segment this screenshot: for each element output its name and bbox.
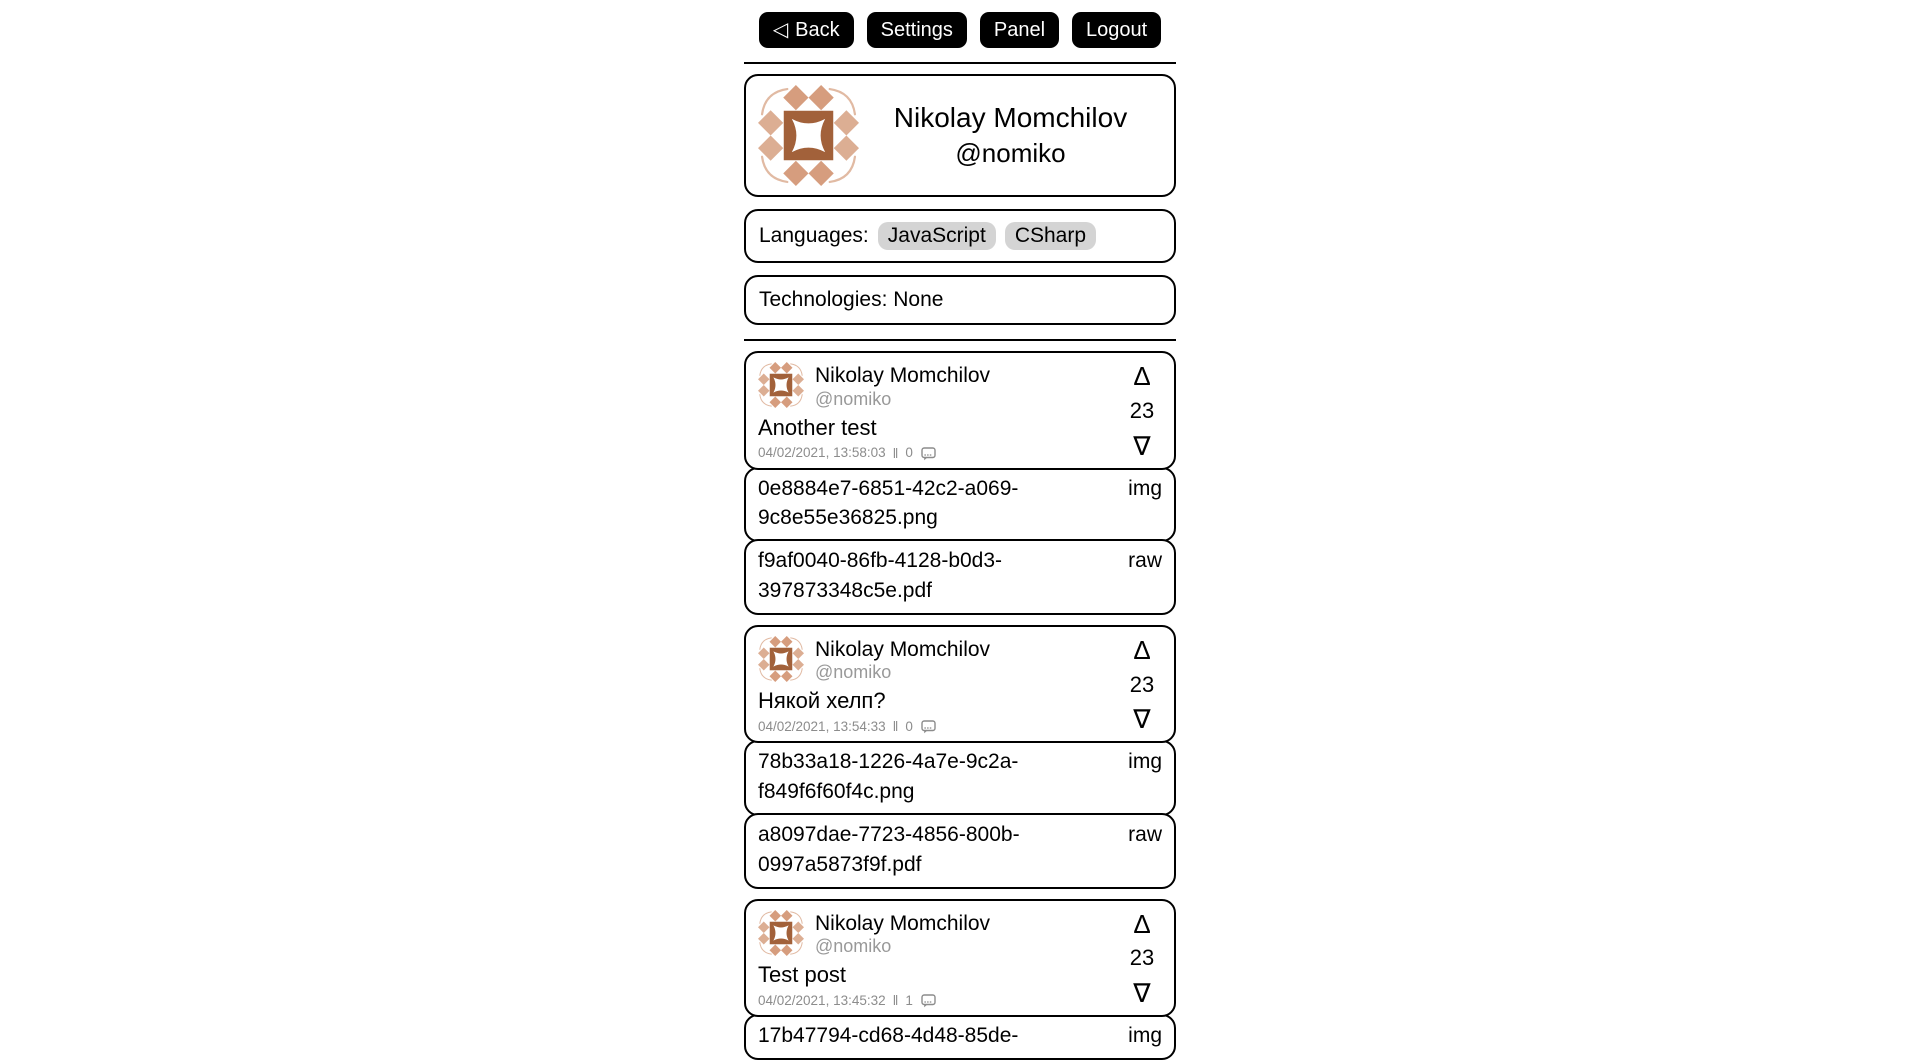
attachments [744, 1014, 1176, 1060]
attachment-filename: 78b33a18-1226-4a7e-9c2a-f849f6f60f4c.png [758, 750, 1019, 804]
upvote-icon[interactable]: Δ [1133, 908, 1151, 939]
attachment-row[interactable] [744, 813, 1176, 889]
logout-button-label: Logout [1086, 19, 1148, 41]
meta-separator: ‖ [892, 992, 899, 1009]
downvote-icon[interactable]: ∇ [1133, 704, 1151, 735]
attachment-row[interactable] [744, 1014, 1176, 1060]
post-card[interactable] [744, 899, 1176, 1018]
post-meta [758, 445, 1104, 461]
post-comment-count: 0 [905, 718, 913, 734]
vote-column [1125, 908, 1159, 1009]
comment-icon [921, 994, 936, 1008]
languages-card [744, 209, 1176, 263]
technologies-card [744, 275, 1176, 325]
post-author-handle: @nomiko [815, 662, 892, 683]
post-author-row [758, 362, 1104, 411]
upvote-icon[interactable]: Δ [1133, 361, 1151, 391]
top-nav [744, 12, 1176, 48]
post [744, 899, 1176, 1060]
post-author-handle: @nomiko [815, 936, 892, 957]
profile-card [744, 74, 1176, 197]
post-meta [758, 718, 1104, 734]
language-chip-javascript: JavaScript [878, 222, 996, 250]
vote-column [1125, 363, 1159, 459]
post-card[interactable] [744, 625, 1176, 744]
comment-icon [921, 447, 936, 461]
post-author-avatar [758, 636, 804, 682]
post-author [815, 636, 990, 685]
post-author-name: Nikolay Momchilov [815, 637, 991, 661]
profile-handle: @nomiko [955, 137, 1066, 168]
post-meta [758, 992, 1104, 1008]
settings-button-label: Settings [880, 19, 953, 41]
main-column [744, 12, 1176, 1060]
post-author-name: Nikolay Momchilov [815, 911, 991, 935]
downvote-icon[interactable]: ∇ [1133, 978, 1151, 1009]
post-title: Another test [758, 414, 877, 440]
post [744, 351, 1176, 615]
upvote-icon[interactable]: Δ [1133, 634, 1151, 665]
attachment-type: raw [1128, 823, 1162, 846]
post-comment-count: 0 [905, 445, 913, 461]
attachments [744, 467, 1176, 615]
attachment-row[interactable] [744, 539, 1176, 615]
attachment-filename: 0e8884e7-6851-42c2-a069-9c8e55e36825.png [758, 476, 1019, 530]
post-author [815, 910, 990, 959]
post-timestamp: 04/02/2021, 13:54:33 [758, 718, 886, 734]
panel-button-label: Panel [993, 19, 1046, 41]
panel-button[interactable] [980, 12, 1059, 48]
attachment-type: img [1128, 750, 1162, 774]
attachment-type: img [1128, 476, 1162, 500]
back-arrow-icon: ◁ [772, 19, 789, 41]
post-author [815, 362, 990, 411]
vote-column [1125, 634, 1159, 735]
post-author-row [758, 910, 1104, 959]
post-card[interactable] [744, 351, 1176, 470]
attachment-type: img [1128, 1024, 1162, 1048]
settings-button[interactable] [867, 12, 967, 48]
post-title: Test post [758, 962, 847, 988]
post-author-avatar [758, 910, 804, 956]
language-chip-csharp: CSharp [1005, 222, 1096, 250]
post-author-handle: @nomiko [815, 388, 892, 409]
profile-avatar [758, 85, 859, 186]
vote-count: 23 [1129, 397, 1155, 423]
meta-separator: ‖ [892, 444, 899, 461]
post-timestamp: 04/02/2021, 13:45:32 [758, 992, 886, 1008]
attachment-row[interactable] [744, 740, 1176, 816]
back-button-label: Back [795, 19, 840, 41]
back-button[interactable] [759, 12, 854, 48]
post-author-row [758, 636, 1104, 685]
vote-count: 23 [1129, 671, 1155, 697]
post-timestamp: 04/02/2021, 13:58:03 [758, 445, 886, 461]
profile-name: Nikolay Momchilov [893, 102, 1128, 134]
nav-divider [744, 62, 1176, 64]
profile-identity [859, 100, 1162, 170]
technologies-label: Technologies: None [759, 288, 944, 311]
attachment-row[interactable] [744, 467, 1176, 543]
attachments [744, 740, 1176, 888]
post-title: Някой хелп? [758, 688, 886, 714]
languages-label: Languages: [759, 224, 869, 247]
logout-button[interactable] [1072, 12, 1161, 48]
attachment-filename: 17b47794-cd68-4d48-85de- [758, 1024, 1019, 1048]
post-author-name: Nikolay Momchilov [815, 364, 991, 387]
attachment-type: raw [1128, 549, 1162, 573]
meta-separator: ‖ [892, 718, 899, 735]
downvote-icon[interactable]: ∇ [1133, 430, 1151, 461]
post [744, 625, 1176, 889]
comment-icon [921, 720, 936, 734]
attachment-filename: f9af0040-86fb-4128-b0d3-397873348c5e.pdf [758, 549, 1003, 602]
post-comment-count: 1 [905, 992, 913, 1008]
posts-list [744, 351, 1176, 1060]
vote-count: 23 [1129, 945, 1155, 971]
post-author-avatar [758, 362, 804, 408]
attachment-filename: a8097dae-7723-4856-800b-0997a5873f9f.pdf [758, 823, 1020, 876]
posts-divider [744, 339, 1176, 341]
